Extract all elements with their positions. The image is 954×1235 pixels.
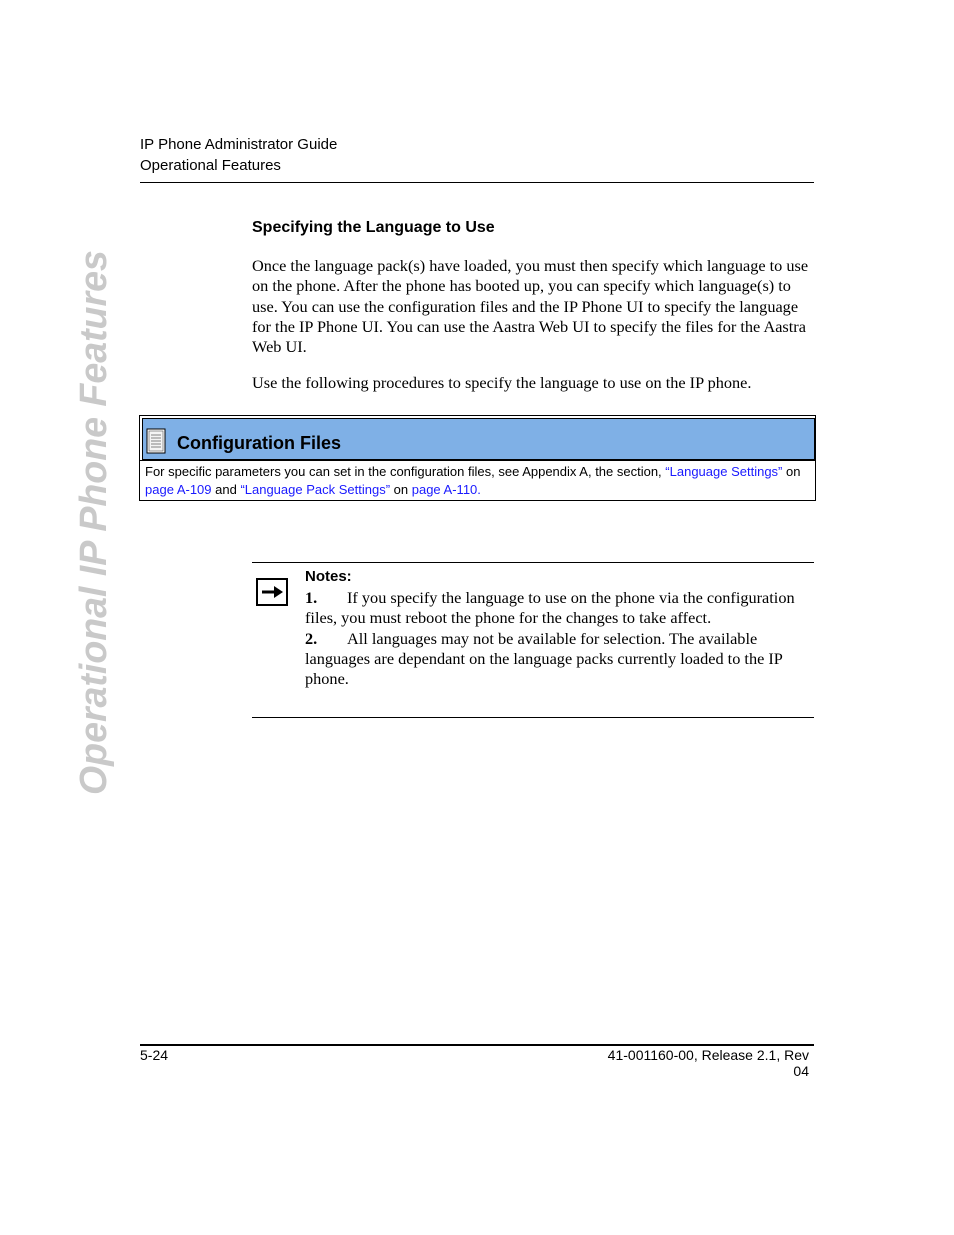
body-paragraph: Once the language pack(s) have loaded, you must then specify which language to use on the phone. After the phone has booted up, you can specify which language(s) to use. You can use the configuration files and the IP Phone UI to specify the language for the IP Phone UI. You can use the Aastra Web UI to specify the files for the Aastra Web UI.: [252, 256, 809, 357]
config-text-part: on: [390, 482, 412, 497]
page-number: 5-24: [140, 1047, 169, 1063]
notes-list: [305, 588, 813, 689]
link-page-a-109[interactable]: page A-109: [145, 482, 212, 497]
link-language-pack-settings[interactable]: “Language Pack Settings”: [240, 482, 391, 497]
config-text-part: on: [782, 464, 801, 479]
config-text-part: and: [211, 482, 241, 497]
config-files-divider: [139, 460, 816, 461]
note-number: 1.: [305, 588, 318, 607]
header-title: IP Phone Administrator Guide: [140, 136, 338, 153]
note-text: All languages may not be available for selection. The available languages are dependant on the language packs currently loaded to the IP phone.: [305, 628, 783, 689]
link-language-settings[interactable]: “Language Settings”: [665, 464, 783, 479]
link-page-a-110[interactable]: page A-110: [411, 482, 478, 497]
document-id: 41-001160-00, Release 2.1, Rev 04: [607, 1047, 809, 1079]
config-files-text: [145, 463, 805, 499]
arrow-right-icon: [256, 578, 288, 606]
config-text-part: .: [477, 482, 481, 497]
notes-top-rule: [252, 562, 814, 563]
footer-rule: [140, 1044, 814, 1046]
header-rule: [140, 182, 814, 183]
side-title-wrapper: [72, 250, 115, 795]
note-item: [305, 588, 813, 629]
note-item: [305, 629, 813, 690]
section-heading: Specifying the Language to Use: [252, 219, 495, 236]
note-number: 2.: [305, 628, 318, 648]
document-icon: [146, 428, 166, 454]
notes-title: Notes:: [305, 568, 352, 585]
notes-bottom-rule: [252, 717, 814, 718]
side-title: Operational IP Phone Features: [71, 250, 114, 795]
config-text-part: For specific parameters you can set in the configuration files, see Appendix A, the section,: [145, 464, 666, 479]
header-subtitle: Operational Features: [140, 157, 281, 174]
body-paragraph: Use the following procedures to specify the language to use on the IP phone.: [252, 373, 752, 392]
config-files-title: Configuration Files: [177, 433, 341, 453]
note-text: If you specify the language to use on the phone via the configuration files, you must reboot the phone for the changes to take affect.: [305, 588, 795, 628]
